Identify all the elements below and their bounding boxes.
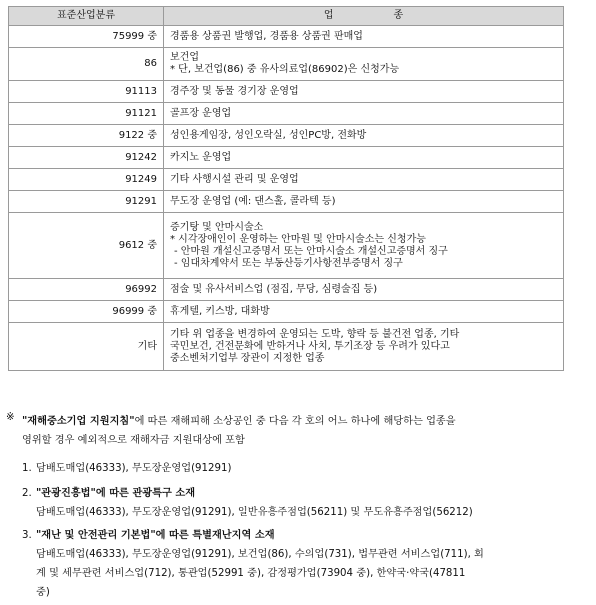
industry-description-line: 기타 사행시설 관리 및 운영업 bbox=[170, 173, 299, 185]
industry-description-line: 기타 위 업종을 변경하여 운영되는 도박, 향락 등 불건전 업종, 기타 bbox=[170, 328, 460, 340]
industry-code-cell: 91113 bbox=[9, 81, 164, 103]
industry-code-cell: 91291 bbox=[9, 191, 164, 213]
industry-description-line: 골프장 운영업 bbox=[170, 107, 232, 119]
industry-description-cell bbox=[164, 81, 564, 103]
table-row bbox=[9, 147, 564, 169]
industry-description-line: 점술 및 유사서비스업 (점집, 무당, 심령술집 등) bbox=[170, 283, 378, 295]
exception-item bbox=[22, 526, 582, 602]
table-row bbox=[9, 279, 564, 301]
industry-description-cell bbox=[164, 191, 564, 213]
disaster-exception-note bbox=[6, 412, 590, 450]
industry-description-cell bbox=[164, 103, 564, 125]
item-number: 1. bbox=[22, 463, 32, 474]
industry-description-cell bbox=[164, 323, 564, 371]
industry-description-line: 중소벤처기업부 장관이 지정한 업종 bbox=[170, 352, 325, 364]
industry-description-line: * 시각장애인이 운영하는 안마원 및 안마시술소는 신청가능 bbox=[170, 233, 426, 245]
industry-description-line: 카지노 운영업 bbox=[170, 151, 232, 163]
item-heading: 에 따른 특별재난지역 소재 bbox=[155, 530, 275, 541]
exception-item bbox=[22, 459, 582, 478]
item-law-name: "재난 및 안전관리 기본법" bbox=[36, 530, 156, 541]
item-body-line: 담배도매업(46333), 무도장운영업(91291), 일반유흥주점업(56211) 및 무도유흥주점업(56212) bbox=[36, 507, 473, 518]
note-guideline-name: "재해중소기업 지원지침" bbox=[22, 416, 135, 427]
industry-description-cell bbox=[164, 147, 564, 169]
industry-description-line: 국민보건, 건전문화에 반하거나 사치, 투기조장 등 우려가 있다고 bbox=[170, 340, 450, 352]
exception-item bbox=[22, 484, 582, 522]
industry-description-line: 증기탕 및 안마시술소 bbox=[170, 221, 264, 233]
industry-code-cell: 96992 bbox=[9, 279, 164, 301]
table-row bbox=[9, 81, 564, 103]
industry-description-cell bbox=[164, 26, 564, 48]
industry-code-cell: 기타 bbox=[9, 323, 164, 371]
table-row bbox=[9, 301, 564, 323]
industry-code-cell: 91242 bbox=[9, 147, 164, 169]
industry-description-line: 경품용 상품권 발행업, 경품용 상품권 판매업 bbox=[170, 30, 363, 42]
note-line-2: 영위할 경우 예외적으로 재해자금 지원대상에 포함 bbox=[22, 435, 245, 446]
industry-description-line: - 임대차계약서 또는 부동산등기사항전부증명서 징구 bbox=[174, 257, 403, 269]
industry-code-cell: 9122 중 bbox=[9, 125, 164, 147]
table-row bbox=[9, 103, 564, 125]
excluded-industries-table bbox=[8, 6, 564, 371]
table-row bbox=[9, 26, 564, 48]
item-body-line: 담배도매업(46333), 무도장운영업(91291) bbox=[36, 463, 232, 474]
table-row bbox=[9, 191, 564, 213]
item-number: 3. bbox=[22, 530, 32, 541]
table-row bbox=[9, 125, 564, 147]
table-row bbox=[9, 323, 564, 371]
item-heading: 에 따른 관광특구 소재 bbox=[95, 488, 196, 499]
industry-code-cell: 86 bbox=[9, 48, 164, 81]
industry-description-line: 성인용게임장, 성인오락실, 성인PC방, 전화방 bbox=[170, 129, 367, 141]
industry-code-cell: 91249 bbox=[9, 169, 164, 191]
industry-description-line: 휴게텔, 키스방, 대화방 bbox=[170, 305, 270, 317]
industry-description-line: 무도장 운영업 (예: 댄스홀, 콜라텍 등) bbox=[170, 195, 336, 207]
table-row bbox=[9, 213, 564, 279]
header-industry: 업종 bbox=[164, 7, 564, 26]
item-law-name: "관광진흥법" bbox=[36, 488, 96, 499]
item-body-line: 계 및 세무관련 서비스업(712), 통관업(52991 중), 감정평가업(73904 중), 한약국·약국(47811 bbox=[36, 568, 466, 579]
industry-code-cell: 91121 bbox=[9, 103, 164, 125]
industry-code-cell: 75999 중 bbox=[9, 26, 164, 48]
note-mark: ※ bbox=[6, 412, 15, 423]
table-header-row bbox=[9, 7, 564, 26]
item-body-line: 중) bbox=[36, 587, 50, 598]
industry-description-line: 보건업 bbox=[170, 52, 199, 63]
industry-description-cell bbox=[164, 125, 564, 147]
industry-description-cell bbox=[164, 213, 564, 279]
industry-description-cell bbox=[164, 279, 564, 301]
industry-code-cell: 96999 중 bbox=[9, 301, 164, 323]
note-line-1: 에 따른 재해피해 소상공인 중 다음 각 호의 어느 하나에 해당하는 업종을 bbox=[134, 416, 456, 427]
header-code: 표준산업분류 bbox=[9, 7, 164, 26]
item-number: 2. bbox=[22, 488, 32, 499]
industry-description-line: * 단, 보건업(86) 중 유사의료업(86902)은 신청가능 bbox=[170, 64, 400, 75]
item-body-line: 담배도매업(46333), 무도장운영업(91291), 보건업(86), 수의업(731), 법무관련 서비스업(711), 회 bbox=[36, 549, 484, 560]
industry-description-line: 경주장 및 동물 경기장 운영업 bbox=[170, 85, 299, 97]
industry-description-cell bbox=[164, 48, 564, 81]
table-row bbox=[9, 169, 564, 191]
industry-description-line: - 안마원 개설신고증명서 또는 안마시술소 개설신고증명서 징구 bbox=[174, 245, 448, 257]
industry-code-cell: 9612 중 bbox=[9, 213, 164, 279]
table-row bbox=[9, 48, 564, 81]
industry-description-cell bbox=[164, 169, 564, 191]
industry-description-cell bbox=[164, 301, 564, 323]
